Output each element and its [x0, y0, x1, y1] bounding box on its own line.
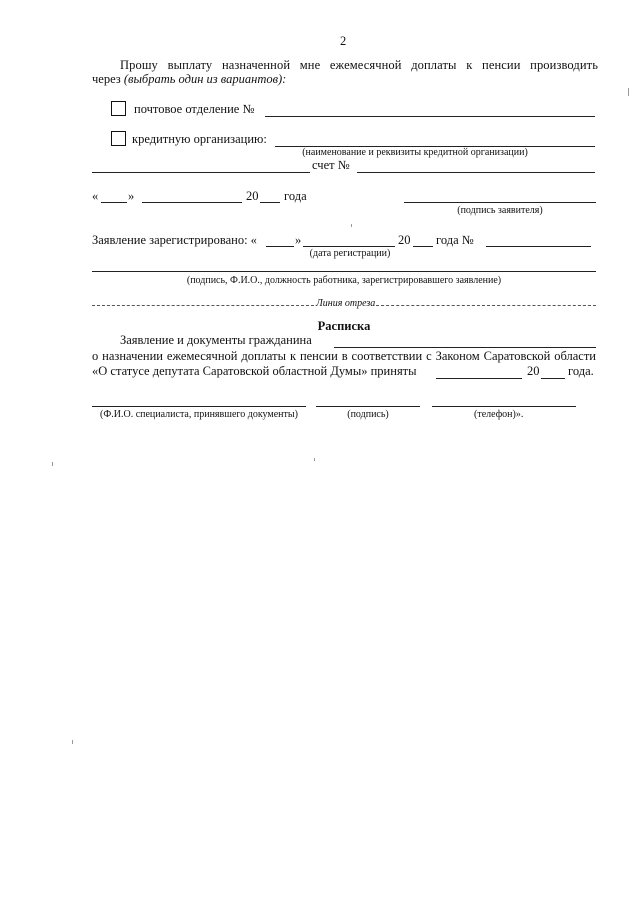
- applicant-date-year-prefix: 20: [246, 189, 259, 203]
- credit-organization-caption: (наименование и реквизиты кредитной организации): [302, 147, 528, 158]
- scan-speck: [351, 224, 352, 227]
- registered-year-prefix: 20: [398, 233, 411, 247]
- receipt-date-field[interactable]: [436, 378, 522, 379]
- payment-request-line1: Прошу выплату назначенной мне ежемесячной доплаты к пенсии производить: [120, 58, 598, 72]
- applicant-date-year-field[interactable]: [260, 202, 280, 203]
- cut-line-label: Линия отреза: [316, 298, 376, 309]
- specialist-phone-field[interactable]: [432, 406, 576, 407]
- post-office-number-field[interactable]: [265, 116, 595, 117]
- cut-line-right: [376, 305, 596, 306]
- applicant-date-quote-open: «: [92, 189, 99, 203]
- applicant-date-month-field[interactable]: [142, 202, 242, 203]
- registered-date-caption: (дата регистрации): [309, 248, 391, 259]
- employee-signature-field[interactable]: [92, 271, 596, 272]
- registered-quote-close: »: [295, 233, 302, 247]
- credit-organization-checkbox[interactable]: [111, 131, 126, 146]
- specialist-phone-caption: (телефон)».: [474, 409, 524, 420]
- applicant-signature-field[interactable]: [404, 202, 596, 203]
- registered-year-field[interactable]: [413, 246, 433, 247]
- specialist-signature-field[interactable]: [316, 406, 420, 407]
- payment-request-choose-note: (выбрать один из вариантов):: [123, 72, 287, 86]
- payment-request-line2: [92, 72, 286, 87]
- registered-year-suffix: года №: [436, 233, 474, 247]
- receipt-line2: о назначении ежемесячной доплаты к пенсии в соответствии с Законом Саратовской области: [92, 349, 596, 363]
- account-number-field[interactable]: [357, 172, 595, 173]
- registered-day-field[interactable]: [266, 246, 294, 247]
- scan-speck: [52, 462, 53, 466]
- applicant-date-day-field[interactable]: [101, 202, 127, 203]
- registered-month-field[interactable]: [303, 246, 395, 247]
- receipt-year-prefix: 20: [527, 364, 540, 378]
- receipt-line1: Заявление и документы гражданина: [120, 333, 312, 347]
- applicant-signature-caption: (подпись заявителя): [457, 205, 543, 216]
- account-number-label: счет №: [312, 158, 350, 172]
- specialist-signature-caption: (подпись): [347, 409, 389, 420]
- page-number: 2: [340, 34, 347, 48]
- registered-label: Заявление зарегистрировано: «: [92, 233, 257, 247]
- receipt-line3-prefix: «О статусе депутата Саратовской областной Думы» приняты: [92, 364, 417, 378]
- post-office-label: почтовое отделение №: [134, 102, 255, 116]
- cut-line-left: [92, 305, 314, 306]
- scan-speck: [314, 458, 315, 461]
- applicant-date-year-suffix: года: [284, 189, 307, 203]
- receipt-title: Расписка: [317, 319, 371, 333]
- credit-organization-label: кредитную организацию:: [132, 132, 267, 146]
- payment-request-through: через: [92, 72, 121, 86]
- employee-signature-caption: (подпись, Ф.И.О., должность работника, зарегистрировавшего заявление): [186, 275, 502, 286]
- applicant-date-quote-close: »: [128, 189, 135, 203]
- scan-speck: [72, 740, 73, 744]
- specialist-name-caption: (Ф.И.О. специалиста, принявшего документы): [100, 409, 298, 420]
- specialist-name-field[interactable]: [92, 406, 306, 407]
- credit-organization-field-cont[interactable]: [92, 172, 310, 173]
- receipt-year-suffix: года.: [568, 364, 594, 378]
- scan-speck: [628, 88, 629, 96]
- receipt-year-field[interactable]: [541, 378, 565, 379]
- receipt-citizen-field[interactable]: [334, 347, 596, 348]
- registered-number-field[interactable]: [486, 246, 591, 247]
- post-office-checkbox[interactable]: [111, 101, 126, 116]
